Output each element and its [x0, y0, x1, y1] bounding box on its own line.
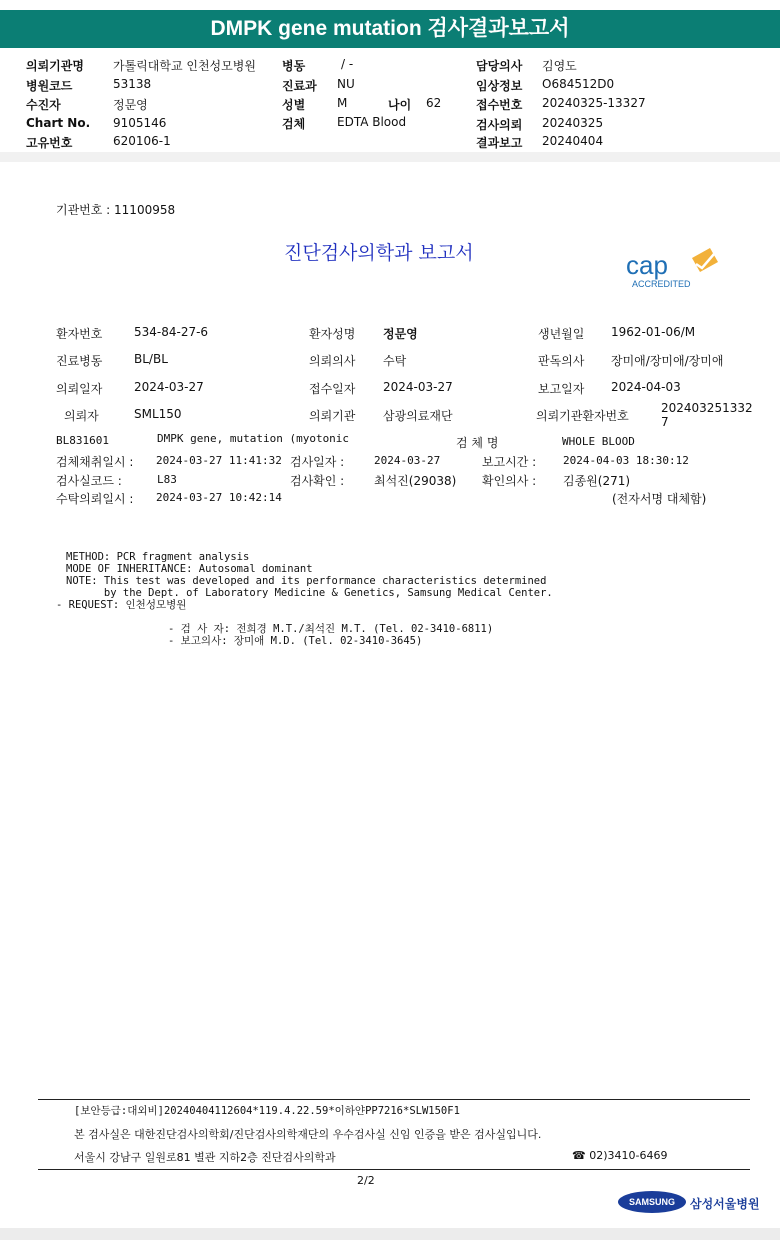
label-specimen-name: 검 체 명	[456, 436, 499, 450]
value-requesting-agency: 삼광의료재단	[383, 409, 453, 423]
value-chart-no: 9105146	[113, 116, 167, 130]
label-patient-name: 환자성명	[309, 327, 356, 341]
security-line: [보안등급:대외비]20240404112604*119.4.22.59*이하얀PP7216*SLW150F1	[74, 1105, 460, 1117]
value-receipt-date: 2024-03-27	[383, 380, 453, 394]
value-sex: M	[337, 96, 348, 110]
page-number: 2/2	[357, 1174, 375, 1187]
label-receipt-no: 접수번호	[476, 98, 523, 112]
label-test-date: 검사일자 :	[290, 455, 345, 469]
label-attending-doctor: 담당의사	[476, 59, 523, 73]
value-ward-dept: BL/BL	[134, 352, 168, 366]
value-ward: / -	[341, 57, 354, 71]
electronic-signature-note: (전자서명 대체함)	[612, 492, 707, 506]
value-patient-number: 534-84-27-6	[134, 325, 209, 339]
value-request-date: 2024-03-27	[134, 380, 204, 394]
value-reading-doctor: 장미애/장미애/장미애	[611, 354, 724, 368]
method-line: by the Dept. of Laboratory Medicine & Genetics, Samsung Medical Center.	[66, 587, 553, 599]
value-patient: 정문영	[113, 98, 148, 112]
value-age: 62	[426, 96, 442, 110]
method-line: METHOD: PCR fragment analysis	[66, 551, 250, 563]
label-ward-dept: 진료병동	[56, 354, 103, 368]
label-collection-time: 검체채취일시 :	[56, 455, 134, 469]
address-line: 서울시 강남구 일원로81 별관 지하2층 진단검사의학과	[74, 1151, 336, 1164]
label-confirm-doctor: 확인의사 :	[482, 474, 537, 488]
label-requester: 의뢰자	[64, 409, 99, 423]
label-clinical-info: 임상정보	[476, 79, 523, 93]
label-lab-code: 검사실코드 :	[56, 474, 122, 488]
value-agency-patient-no: 202403251332	[661, 401, 753, 415]
label-receipt-date: 접수일자	[309, 382, 356, 396]
label-test-confirm: 검사확인 :	[290, 474, 345, 488]
certification-line: 본 검사실은 대한진단검사의학회/진단검사의학재단의 우수검사실 신임 인증을 받은 검사실입니다.	[74, 1128, 542, 1141]
value-requester: SML150	[134, 407, 182, 421]
footer-divider-top	[38, 1099, 750, 1100]
label-test-request: 검사의뢰	[476, 118, 523, 132]
label-reading-doctor: 판독의사	[538, 354, 585, 368]
value-lab-code: L83	[157, 473, 177, 486]
label-patient-number: 환자번호	[56, 327, 103, 341]
value-specimen-name: WHOLE BLOOD	[562, 435, 635, 448]
cap-text: cap	[626, 250, 668, 280]
value-birth-date: 1962-01-06/M	[611, 325, 696, 339]
label-report-date: 보고일자	[538, 382, 585, 396]
label-sex: 성별	[282, 98, 306, 112]
label-hospital-code: 병원코드	[26, 79, 73, 93]
value-department: NU	[337, 77, 355, 91]
footer-divider-bottom	[38, 1169, 750, 1170]
value-report-date: 2024-04-03	[611, 380, 681, 394]
phone-line: ☎ 02)3410-6469	[572, 1149, 668, 1162]
value-clinical-info: O684512D0	[542, 77, 615, 91]
label-birth-date: 생년월일	[538, 327, 585, 341]
reporter-line: - 보고의사: 장미애 M.D. (Tel. 02-3410-3645)	[168, 635, 423, 647]
value-receipt-no: 20240325-13327	[542, 96, 646, 110]
tester-line: - 검 사 자: 전희경 M.T./최석진 M.T. (Tel. 02-3410-6811)	[168, 623, 494, 635]
label-ward: 병동	[282, 59, 306, 73]
label-specimen: 검체	[282, 117, 306, 131]
cap-accredited-text: ACCREDITED	[632, 279, 691, 289]
page-bottom-band	[0, 1228, 780, 1240]
value-report-time: 2024-04-03 18:30:12	[563, 454, 689, 467]
value-test-confirm: 최석진(29038)	[374, 474, 457, 488]
label-agency-patient-no: 의뢰기관환자번호	[536, 409, 629, 423]
label-department: 진료과	[282, 79, 317, 93]
header-separator	[0, 152, 780, 162]
institution-number: 기관번호 : 11100958	[56, 203, 176, 217]
label-consign-time: 수탁의뢰일시 :	[56, 492, 134, 506]
method-line: NOTE: This test was developed and its performance characteristics determined	[66, 575, 547, 587]
value-agency-patient-no-cont: 7	[661, 415, 669, 429]
value-result-report: 20240404	[542, 134, 604, 148]
label-result-report: 결과보고	[476, 136, 523, 150]
report-document-title: DMPK gene mutation 검사결과보고서	[210, 17, 570, 40]
value-consign-time: 2024-03-27 10:42:14	[156, 491, 282, 504]
test-code: BL831601	[56, 434, 109, 447]
value-requesting-doctor: 수탁	[383, 354, 407, 368]
value-unique-no: 620106-1	[113, 134, 171, 148]
request-line: - REQUEST: 인천성모병원	[56, 599, 187, 611]
hospital-name: 삼성서울병원	[690, 1197, 760, 1211]
label-report-time: 보고시간 :	[482, 455, 537, 469]
value-requesting-institution: 가톨릭대학교 인천성모병원	[113, 59, 256, 73]
label-request-date: 의뢰일자	[56, 382, 103, 396]
samsung-logo: SAMSUNG	[618, 1191, 686, 1213]
value-confirm-doctor: 김종원(271)	[563, 474, 631, 488]
label-age: 나이	[388, 98, 412, 112]
value-patient-name: 정문영	[383, 327, 418, 341]
label-unique-no: 고유번호	[26, 136, 73, 150]
cap-accredited-logo	[622, 244, 734, 294]
label-requesting-institution: 의뢰기관명	[26, 59, 84, 73]
test-name: DMPK gene, mutation (myotonic	[157, 432, 350, 445]
label-chart-no: Chart No.	[26, 116, 91, 130]
label-requesting-doctor: 의뢰의사	[309, 354, 356, 368]
label-patient: 수진자	[26, 98, 61, 112]
value-specimen: EDTA Blood	[337, 115, 407, 129]
method-line: MODE OF INHERITANCE: Autosomal dominant	[66, 563, 313, 575]
value-test-request: 20240325	[542, 116, 604, 130]
value-hospital-code: 53138	[113, 77, 152, 91]
report-heading: 진단검사의학과 보고서	[284, 242, 474, 264]
value-collection-time: 2024-03-27 11:41:32	[156, 454, 282, 467]
label-requesting-agency: 의뢰기관	[309, 409, 356, 423]
value-test-date: 2024-03-27	[374, 454, 441, 467]
value-attending-doctor: 김영도	[542, 59, 577, 73]
